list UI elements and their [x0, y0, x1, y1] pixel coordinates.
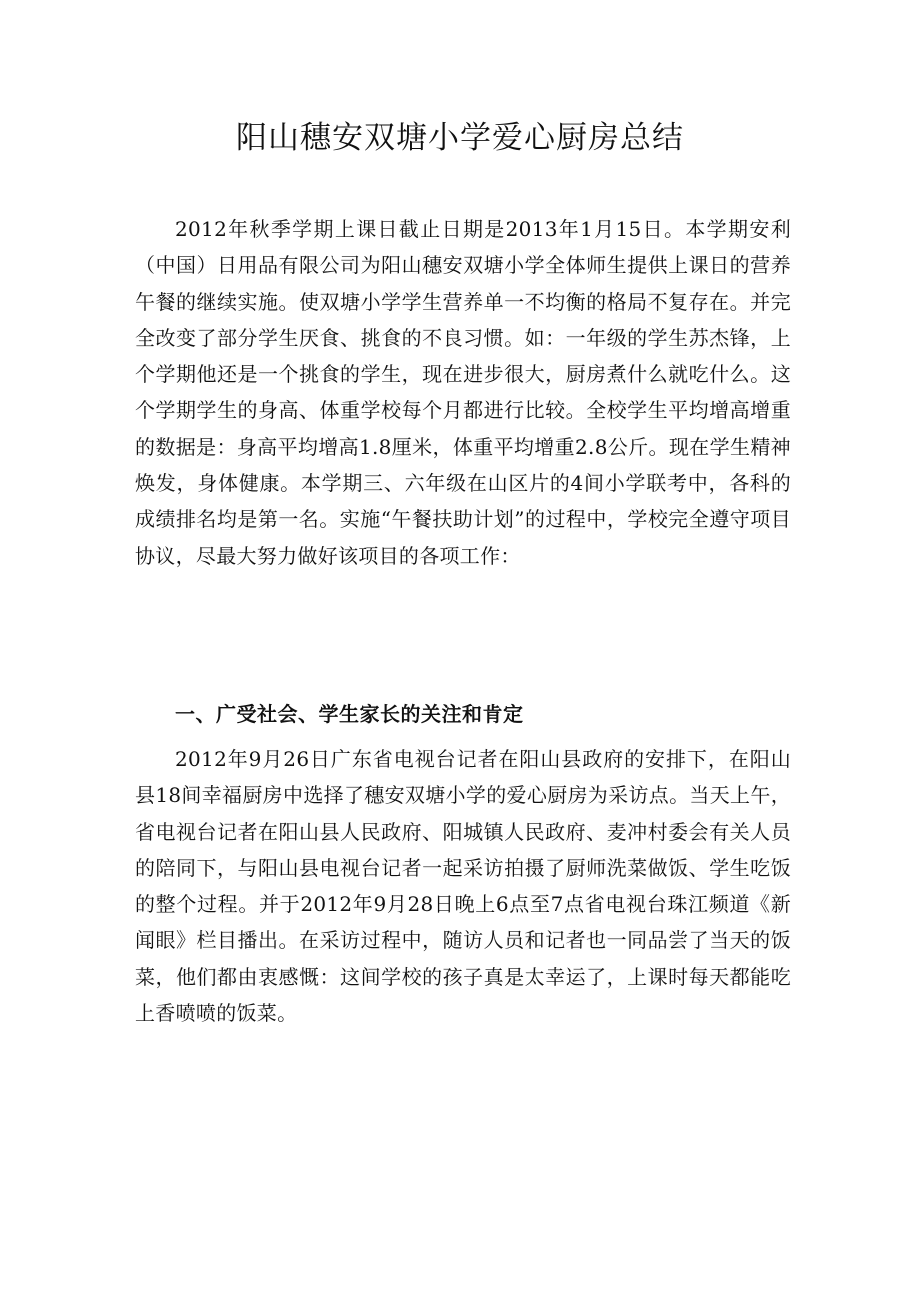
- paragraph-section-1: 2012年9月26日广东省电视台记者在阳山县政府的安排下，在阳山县18间幸福厨房中选择了穗安双塘小学的爱心厨房为采访点。当天上午，省电视台记者在阳山县人民政府、阳城镇人民政府、麦冲村委会有关人员的陪同下，与阳山县电视台记者一起采访拍摄了厨师洗菜做饭、学生吃饭的整个过程。并于2012年9月28日晚上6点至7点省电视台珠江频道《新闻眼》栏目播出。在采访过程中，随访人员和记者也一同品尝了当天的饭菜，他们都由衷感慨：这间学校的孩子真是太幸运了，上课时每天都能吃上香喷喷的饭菜。: [135, 747, 791, 1026]
- paragraph-intro: 2012年秋季学期上课日截止日期是2013年1月15日。本学期安利（中国）日用品有限公司为阳山穗安双塘小学全体师生提供上课日的营养午餐的继续实施。使双塘小学学生营养单一不均衡的格局不复存在。并完全改变了部分学生厌食、挑食的不良习惯。如：一年级的学生苏杰锋，上个学期他还是一个挑食的学生，现在进步很大，厨房煮什么就吃什么。这个学期学生的身高、体重学校每个月都进行比较。全校学生平均增高增重的数据是：身高平均增高1.8厘米，体重平均增重2.8公斤。现在学生精神焕发，身体健康。本学期三、六年级在山区片的4间小学联考中，各科的成绩排名均是第一名。实施“午餐扶助计划”的过程中，学校完全遵守项目协议，尽最大努力做好该项目的各项工作：: [135, 217, 791, 568]
- document-title: 阳山穗安双塘小学爱心厨房总结: [236, 120, 684, 156]
- section-heading-1: 一、广受社会、学生家长的关注和肯定: [175, 702, 524, 726]
